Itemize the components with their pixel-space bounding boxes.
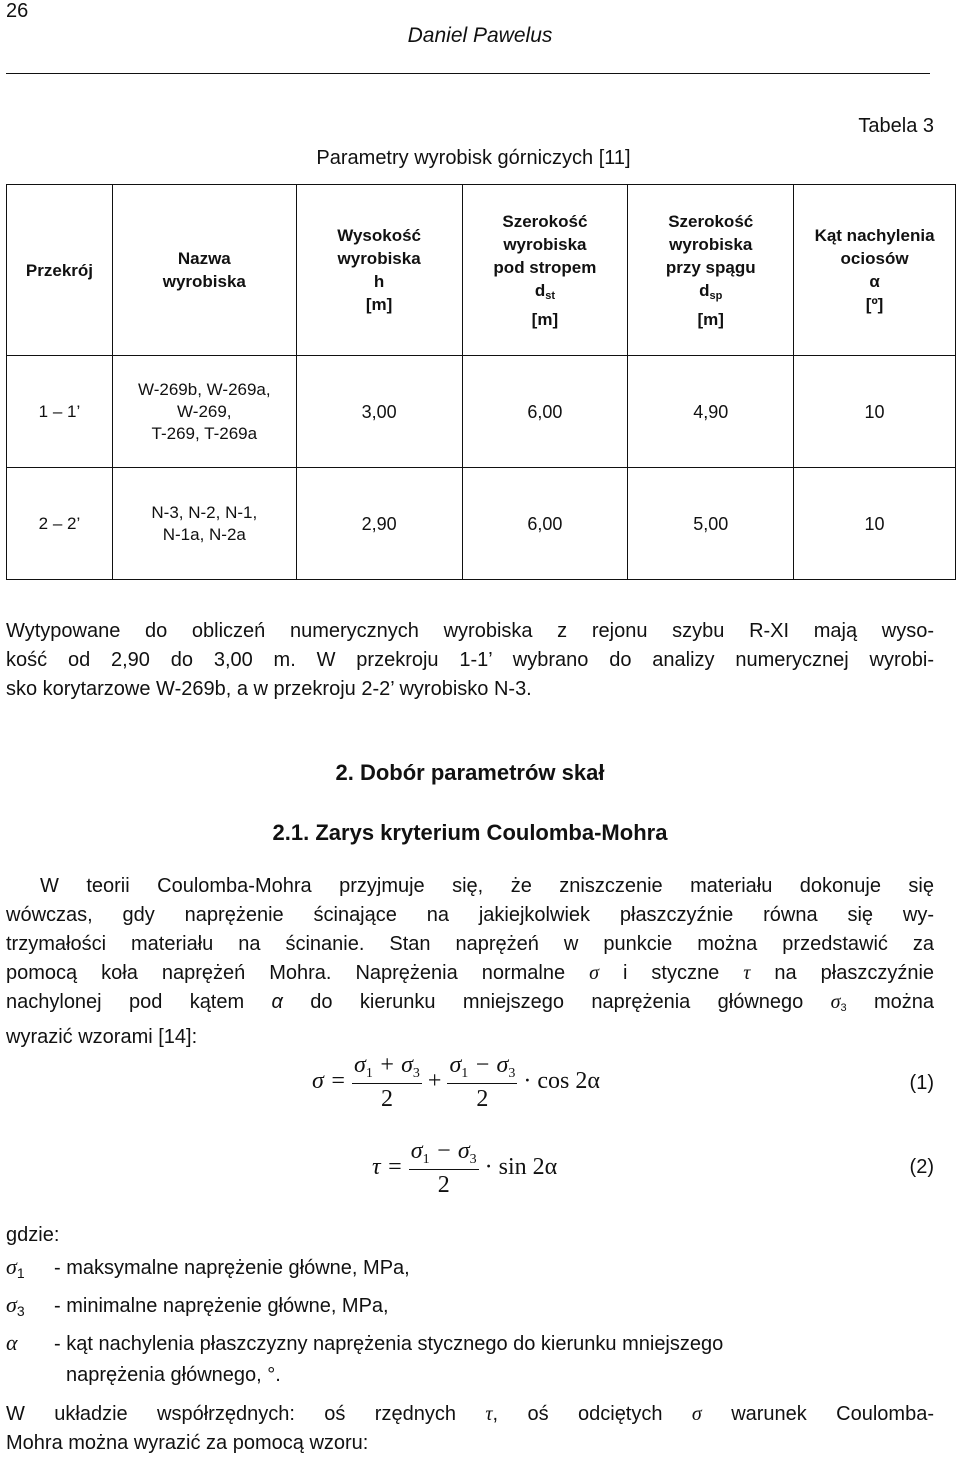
cell-angle: 10	[794, 356, 956, 468]
cell-floor-width: 5,00	[628, 468, 794, 580]
table-caption: Parametry wyrobisk górniczych [11]	[316, 147, 631, 169]
equation-1-number: (1)	[909, 1072, 934, 1094]
header-floor-width: Szerokość wyrobiska przy spągu $d_{sp}$ [m]	[628, 185, 794, 356]
subsection-title: 2.1. Zarys kryterium Coulomba-Mohra	[272, 820, 668, 845]
table-row	[7, 356, 956, 468]
table-header-row	[7, 185, 956, 356]
cell-angle: 10	[794, 468, 956, 580]
cell-section: 1 – 1’	[7, 356, 113, 468]
section-title: 2. Dobór parametrów skał	[335, 760, 605, 785]
list-item: σ3 - minimalne naprężenie główne, MPa,	[6, 1292, 389, 1319]
cell-name: W-269b, W-269a, W-269, T-269, T-269a	[112, 356, 296, 468]
paragraph-theory: W teorii Coulomba-Mohra przyjmuje się, że zniszczenie materiału dokonuje się wówczas, gdy naprężenie ścinające na jakiejkolwiek płaszczyźnie równa się wy- trzymałości materiału na ścinanie. Stan naprężeń w punkcie można przedstawić za pomocą koła naprężeń Mohra. Naprężenia normalne σ i styczne τ na płaszczyźnie nachylonej pod kątem α do kierunku mniejszego naprężenia głównego $\sigma_3$ można wyrazić wzorami [14]:	[6, 875, 935, 1048]
symbol-definitions	[6, 1220, 934, 1391]
table-row	[7, 468, 956, 580]
cell-height: 3,00	[296, 356, 462, 468]
list-item: σ1 - maksymalne naprężenie główne, MPa,	[6, 1254, 410, 1281]
list-item: α - kąt nachylenia płaszczyzny naprężenia stycznego do kierunku mniejszego	[6, 1330, 724, 1355]
list-item-continuation: naprężenia głównego, °.	[66, 1364, 281, 1386]
header-roof-width: Szerokość wyrobiska pod stropem $d_{st}$ [m]	[462, 185, 628, 356]
header-height: Wysokość wyrobiska h [m]	[296, 185, 462, 356]
tau-symbol: τ	[743, 962, 751, 984]
cell-name: N-3, N-2, N-1, N-1a, N-2a	[112, 468, 296, 580]
table-label: Tabela 3	[858, 115, 934, 137]
header-name: Nazwa wyrobiska	[112, 185, 296, 356]
paragraph-coordinates: W układzie współrzędnych: oś rzędnych τ, oś odciętych σ warunek Coulomba- Mohra można wyrazić za pomocą wzoru:	[6, 1403, 934, 1454]
cell-floor-width: 4,90	[628, 356, 794, 468]
cell-roof-width: 6,00	[462, 356, 628, 468]
equation-2-number: (2)	[909, 1156, 934, 1178]
paragraph-selection: Wytypowane do obliczeń numerycznych wyrobiska z rejonu szybu R-XI mają wyso- kość od 2,90 do 3,00 m. W przekroju 1-1’ wybrano do analizy numerycznej wyrobi- sko korytarzowe W-269b, a w przekroju 2-2’ wyrobisko N-3.	[6, 620, 934, 700]
running-head-author: Daniel Pawelus	[407, 24, 553, 47]
header-section: Przekrój	[7, 185, 113, 356]
equation-2: τ = $\frac{\sigma_1 - \sigma_3}{2}$ · sin 2α	[372, 1138, 558, 1198]
alpha-symbol: α	[271, 991, 283, 1013]
header-angle: Kąt nachylenia ociosów α [º]	[794, 185, 956, 356]
cell-roof-width: 6,00	[462, 468, 628, 580]
sigma-symbol: σ	[589, 962, 599, 984]
cell-section: 2 – 2’	[7, 468, 113, 580]
cell-height: 2,90	[296, 468, 462, 580]
definitions-intro: gdzie:	[6, 1224, 60, 1246]
header-rule	[6, 73, 930, 74]
page-number: 26	[6, 0, 29, 22]
parameters-table	[6, 184, 956, 580]
equation-1: σ = $\frac{\sigma_1 + \sigma_3}{2}$ + $\frac{\sigma_1 - \sigma_3}{2}$ · cos 2α	[312, 1052, 600, 1112]
